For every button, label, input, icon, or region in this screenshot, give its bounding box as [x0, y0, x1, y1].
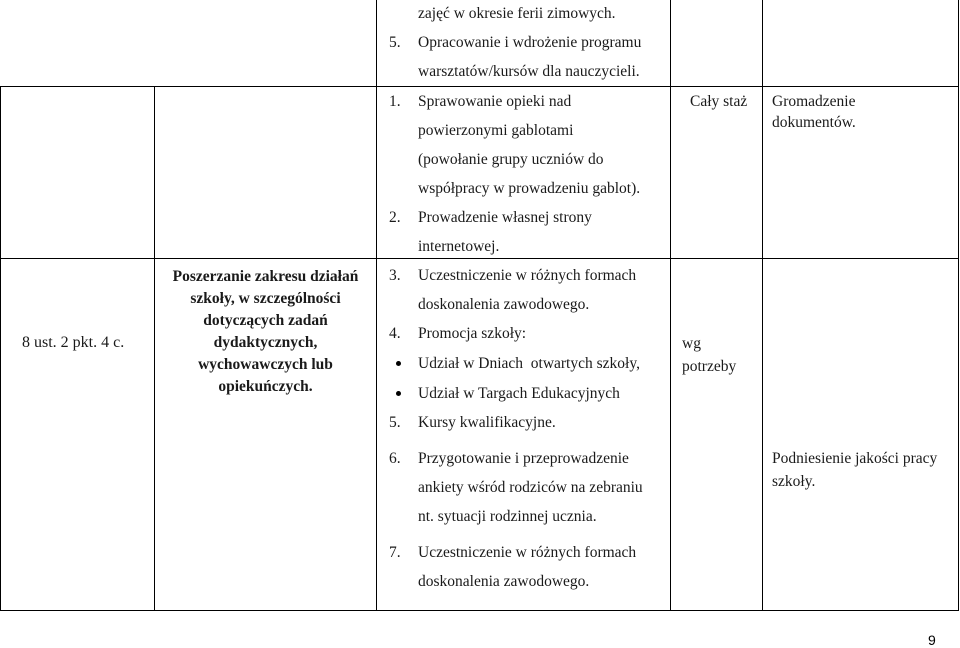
table-right-border: [958, 0, 959, 611]
task-text: Kursy kwalifikacyjne.: [418, 414, 556, 431]
requirement-line: dotyczących zadań: [203, 312, 328, 329]
task-text: Sprawowanie opieki nad: [418, 93, 572, 110]
task-text: Prowadzenie własnej strony: [418, 209, 592, 226]
task-text: (powołanie grupy uczniów do: [418, 151, 604, 168]
term-text: potrzeby: [682, 358, 737, 375]
task-number: 5.: [389, 414, 401, 431]
continuation-text: zajęć w okresie ferii zimowych.: [418, 5, 616, 22]
term-text: Cały staż: [690, 93, 748, 110]
task-text: nt. sytuacji rodzinnej ucznia.: [418, 508, 597, 525]
task-text: Uczestniczenie w różnych formach: [418, 544, 637, 561]
task-number: 6.: [389, 450, 401, 467]
task-number: 7.: [389, 544, 401, 561]
task-text: Promocja szkoły:: [418, 325, 527, 342]
bullet-icon: [396, 361, 401, 366]
requirement-line: opiekuńczych.: [218, 378, 313, 395]
task-text: doskonalenia zawodowego.: [418, 573, 590, 590]
task-number: 3.: [389, 267, 401, 284]
task-text: Opracowanie i wdrożenie programu: [418, 34, 642, 51]
term-text: wg: [682, 335, 701, 352]
evidence-text: Podniesienie jakości pracy: [772, 450, 938, 467]
task-number: 5.: [389, 34, 401, 51]
table-bottom-border: [0, 610, 959, 611]
page-number: 9: [928, 632, 936, 648]
paragraph-reference: 8 ust. 2 pkt. 4 c.: [22, 334, 125, 351]
column-divider-3: [670, 0, 671, 611]
bullet-icon: [396, 391, 401, 396]
task-text: internetowej.: [418, 238, 500, 255]
evidence-text: szkoły.: [772, 473, 816, 490]
evidence-text: dokumentów.: [772, 114, 856, 131]
task-number: 2.: [389, 209, 401, 226]
table-left-border: [0, 86, 1, 611]
task-text: warsztatów/kursów dla nauczycieli.: [418, 63, 640, 80]
requirement-line: wychowawczych lub: [198, 356, 333, 373]
task-text: Przygotowanie i przeprowadzenie: [418, 450, 629, 467]
row-divider-mid: [0, 258, 959, 259]
task-text: ankiety wśród rodziców na zebraniu: [418, 479, 643, 496]
row-divider-top: [0, 86, 959, 87]
task-text: Uczestniczenie w różnych formach: [418, 267, 637, 284]
requirement-line: Poszerzanie zakresu działań: [172, 268, 359, 285]
requirement-line: szkoły, w szczególności: [190, 290, 341, 307]
task-text: współpracy w prowadzeniu gablot).: [418, 180, 641, 197]
task-text: doskonalenia zawodowego.: [418, 296, 590, 313]
column-divider-4: [762, 0, 763, 611]
task-number: 1.: [389, 93, 401, 110]
task-text: powierzonymi gablotami: [418, 122, 574, 139]
column-divider-2: [376, 0, 377, 611]
bullet-text: Udział w Targach Edukacyjnych: [418, 385, 620, 402]
task-number: 4.: [389, 325, 401, 342]
requirement-line: dydaktycznych,: [213, 334, 318, 351]
evidence-text: Gromadzenie: [772, 93, 856, 110]
bullet-text: Udział w Dniach otwartych szkoły,: [418, 355, 640, 372]
